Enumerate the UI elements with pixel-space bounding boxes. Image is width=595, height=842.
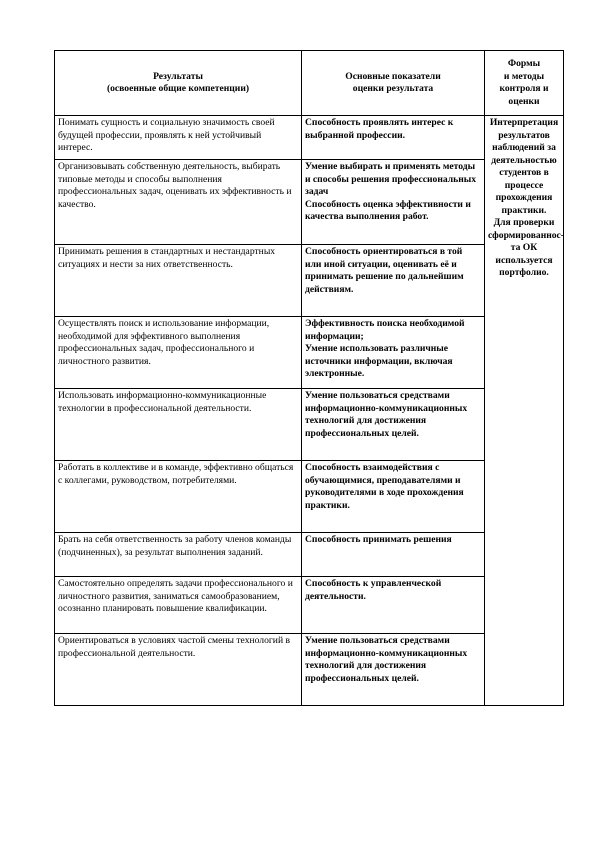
result-cell: Осуществлять поиск и использование информации, необходимой для эффективного выполнения профессиональных задач, профессионального и личностного развития. — [55, 317, 302, 389]
result-cell: Организовывать собственную деятельность, выбирать типовые методы и способы выполнения профессиональных задач, оценивать их эффективность и качество. — [55, 160, 302, 245]
control-forms-cell: Интерпретация результатов наблюдений за деятельностью студентов в процессе прохождения практики. Для проверки сформированнос-та ОК используется портфолио. — [485, 116, 564, 706]
indicator-cell: Способность взаимодействия с обучающимися, преподавателями и руководителями в ходе прохождения практики. — [302, 461, 485, 533]
indicator-cell: Умение пользоваться средствами информационно-коммуникационных технологий для достижения профессиональных целей. — [302, 634, 485, 706]
indicator-cell: Способность ориентироваться в той или иной ситуации, оценивать её и принимать решение по дальнейшим действиям. — [302, 245, 485, 317]
header-forms: Формы и методы контроля и оценки — [485, 51, 564, 116]
result-cell: Понимать сущность и социальную значимость своей будущей профессии, проявлять к ней устойчивый интерес. — [55, 116, 302, 160]
header-results: Результаты (освоенные общие компетенции) — [55, 51, 302, 116]
result-cell: Ориентироваться в условиях частой смены технологий в профессиональной деятельности. — [55, 634, 302, 706]
table-row — [55, 116, 564, 160]
indicator-cell: Умение выбирать и применять методы и способы решения профессиональных задач Способность оценка эффективности и качества выполнения работ. — [302, 160, 485, 245]
result-cell: Использовать информационно-коммуникационные технологии в профессиональной деятельности. — [55, 389, 302, 461]
indicator-cell: Способность принимать решения — [302, 533, 485, 577]
result-cell: Брать на себя ответственность за работу членов команды (подчиненных), за результат выполнения заданий. — [55, 533, 302, 577]
table-header-row — [55, 51, 564, 116]
result-cell: Принимать решения в стандартных и нестандартных ситуациях и нести за них ответственность. — [55, 245, 302, 317]
indicator-cell: Умение пользоваться средствами информационно-коммуникационных технологий для достижения профессиональных целей. — [302, 389, 485, 461]
indicator-cell: Способность к управленческой деятельности. — [302, 577, 485, 634]
header-indicators: Основные показатели оценки результата — [302, 51, 485, 116]
indicator-cell: Способность проявлять интерес к выбранной профессии. — [302, 116, 485, 160]
result-cell: Самостоятельно определять задачи профессионального и личностного развития, заниматься самообразованием, осознанно планировать повышение квалификации. — [55, 577, 302, 634]
result-cell: Работать в коллективе и в команде, эффективно общаться с коллегами, руководством, потребителями. — [55, 461, 302, 533]
indicator-cell: Эффективность поиска необходимой информации; Умение использовать различные источники информации, включая электронные. — [302, 317, 485, 389]
assessment-table — [54, 50, 564, 706]
